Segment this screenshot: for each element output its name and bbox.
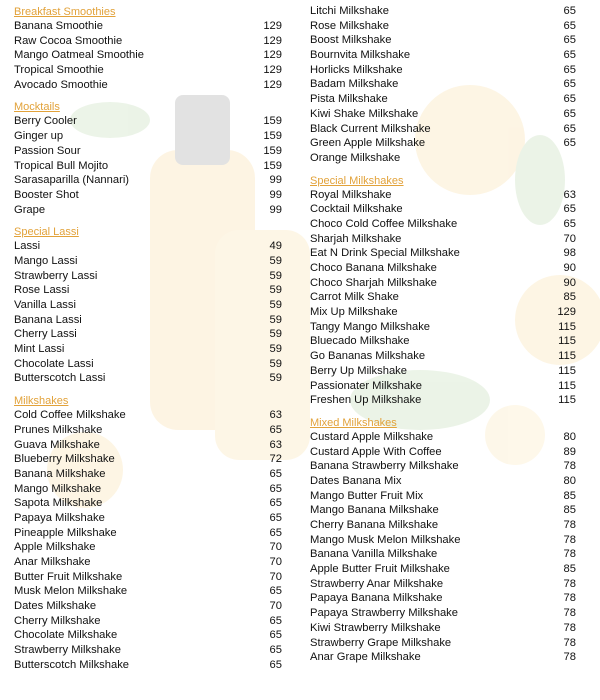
menu-item-price: 65 [269,644,282,657]
menu-item-name: Freshen Up Milkshake [310,394,422,407]
menu-item-name: Kiwi Shake Milkshake [310,107,419,120]
menu-item-name: Orange Milkshake [310,151,401,164]
menu-item-name: Cherry Banana Milkshake [310,519,439,531]
menu-item-name: Musk Melon Milkshake [14,585,128,598]
menu-item-name: Anar Grape Milkshake [310,651,421,664]
menu-item-price: 115 [558,320,576,333]
menu-item-price: 65 [563,203,576,216]
menu-item-price: 115 [558,379,576,392]
menu-item-name: Black Current Milkshake [310,122,431,135]
menu-item-name: Sharjah Milkshake [310,232,402,245]
menu-item-name: Chocolate Lassi [14,357,94,370]
menu-item [14,298,282,313]
menu-item-price: 59 [269,284,282,297]
menu-item-name: Butter Fruit Milkshake [14,570,123,583]
menu-item-name: Apple Milkshake [14,541,96,554]
menu-item [14,239,282,254]
menu-item-price: 80 [563,430,576,443]
menu-item-name: Mango Butter Fruit Mix [310,489,424,502]
menu-item-name: Kiwi Strawberry Milkshake [310,621,441,634]
menu-item [310,364,576,379]
menu-item-name: Tangy Mango Milkshake [310,320,431,333]
menu-item-name: Strawberry Grape Milkshake [310,636,452,649]
section-title: Special Lassi [14,226,79,239]
menu-item-name: Choco Sharjah Milkshake [310,276,437,289]
menu-item-name: Raw Cocoa Smoothie [14,34,123,47]
menu-item [14,555,282,570]
menu-item [14,599,282,614]
menu-item-price: 129 [263,49,282,62]
menu-item [14,173,282,188]
menu-item [310,290,576,305]
menu-item-name: Grape [14,203,46,216]
menu-item-name: Go Bananas Milkshake [310,350,426,363]
menu-item-price: 65 [563,19,576,32]
menu-item-list [14,239,282,386]
menu-item-price: 85 [563,563,576,576]
menu-item-list [310,4,576,166]
menu-item [14,496,282,511]
menu-item-price: 65 [563,122,576,135]
menu-item-price: 78 [563,519,576,531]
menu-item [14,313,282,328]
menu-item-name: Horlicks Milkshake [310,63,403,76]
menu-item [14,438,282,453]
menu-item-name: Sarasaparilla (Nannari) [14,174,130,187]
section-title: Mocktails [14,101,60,114]
menu-item-price: 98 [563,247,576,260]
menu-item-price: 65 [269,629,282,642]
menu-item-price: 65 [563,34,576,47]
menu-item-name: Butterscotch Lassi [14,372,106,385]
menu-item-name: Green Apple Milkshake [310,137,426,150]
menu-item [14,342,282,357]
menu-item-name: Booster Shot [14,188,79,201]
menu-item-price: 59 [269,343,282,356]
menu-item-price: 129 [263,34,282,47]
menu-item-name: Strawberry Anar Milkshake [310,577,444,590]
menu-section [310,417,576,665]
menu-section [14,101,282,217]
menu-item-price: 59 [269,254,282,267]
menu-item [310,122,576,137]
menu-item-name: Bluecado Milkshake [310,335,410,348]
menu-item-name: Cherry Milkshake [14,614,101,627]
menu-item-price: 65 [563,93,576,106]
menu-item [14,34,282,49]
menu-item-name: Apple Butter Fruit Milkshake [310,563,450,576]
menu-item [14,658,282,673]
menu-item-name: Lassi [14,240,41,253]
menu-item [310,246,576,261]
menu-item-price: 78 [563,651,576,664]
menu-item [14,511,282,526]
menu-item-name: Butterscotch Milkshake [14,658,130,671]
menu-item [310,63,576,78]
menu-item [310,320,576,335]
menu-item-name: Banana Smoothie [14,20,103,32]
menu-item-price: 159 [263,115,282,128]
menu-item-name: Pista Milkshake [310,93,388,106]
menu-item-price: 65 [269,511,282,524]
menu-item-price: 85 [563,291,576,304]
menu-item-price: 159 [263,144,282,157]
menu-item [310,33,576,48]
menu-item [310,547,576,562]
menu-item-price: 99 [269,174,282,187]
menu-item-name: Mint Lassi [14,343,65,356]
menu-item [310,217,576,232]
menu-item [310,334,576,349]
menu-item-price: 129 [557,306,576,319]
menu-item [14,643,282,658]
menu-item-name: Choco Cold Coffee Milkshake [310,217,458,230]
menu-item-price: 65 [269,585,282,598]
menu-item [310,48,576,63]
menu-item-list [14,114,282,217]
menu-item-price: 59 [269,299,282,311]
menu-item-price: 90 [563,276,576,289]
menu-item [14,423,282,438]
menu-item-price: 63 [269,409,282,422]
menu-item-price: 85 [563,489,576,502]
menu-item-price: 115 [558,394,576,407]
menu-item-price: 70 [269,600,282,613]
menu-section [310,4,576,166]
menu-item-price: 99 [269,188,282,201]
menu-item [310,518,576,533]
menu-item-price: 78 [563,577,576,590]
menu-item-price: 65 [269,526,282,539]
menu-item-name: Anar Milkshake [14,556,91,568]
menu-item-price: 65 [269,614,282,627]
menu-item [310,136,576,151]
menu-item [14,371,282,386]
menu-item [310,261,576,276]
menu-item [310,445,576,460]
menu-item-price: 78 [563,592,576,605]
menu-item-price: 59 [269,269,282,282]
menu-section [14,395,282,672]
menu-item-name: Pineapple Milkshake [14,526,117,539]
menu-item [310,562,576,577]
menu-item-price: 115 [558,364,576,377]
menu-item-price: 78 [563,460,576,473]
menu-item-name: Custard Apple With Coffee [310,445,442,458]
menu-item-price: 90 [563,262,576,274]
menu-item-price: 72 [269,453,282,466]
menu-item [310,489,576,504]
menu-item [14,570,282,585]
menu-item-price: 70 [563,232,576,245]
menu-item [310,533,576,548]
menu-item-name: Carrot Milk Shake [310,291,399,304]
menu-item-name: Papaya Banana Milkshake [310,592,443,605]
menu-item [310,151,576,166]
menu-item [14,482,282,497]
menu-item-price: 129 [263,64,282,77]
menu-item [14,327,282,342]
menu-item [14,357,282,372]
menu-item-price: 65 [269,658,282,671]
menu-item [310,650,576,665]
menu-item-price: 85 [563,504,576,517]
menu-item-name: Rose Lassi [14,284,70,297]
menu-item [14,48,282,63]
menu-item-price: 115 [558,350,576,363]
menu-item [14,63,282,78]
menu-item-price: 159 [263,159,282,172]
menu-item-name: Prunes Milkshake [14,423,103,436]
menu-item-price: 65 [269,467,282,480]
menu-item-price: 65 [269,423,282,436]
menu-item-price: 78 [563,533,576,546]
menu-item-name: Bournvita Milkshake [310,49,411,62]
menu-item [310,4,576,19]
menu-item-name: Banana Strawberry Milkshake [310,460,459,473]
menu-item [14,269,282,284]
menu-item [310,107,576,122]
menu-item [310,474,576,489]
menu-item-price: 70 [269,556,282,568]
menu-item-name: Tropical Bull Mojito [14,159,109,172]
menu-section [310,175,576,408]
menu-item-name: Passion Sour [14,144,81,157]
menu-item [310,77,576,92]
menu-item [310,591,576,606]
menu-item [310,393,576,408]
menu-item [310,459,576,474]
menu-item-price: 99 [269,203,282,216]
menu-item-name: Tropical Smoothie [14,64,104,77]
menu-item-price: 65 [563,78,576,91]
menu-item-price: 129 [263,78,282,91]
menu-item-price: 159 [263,130,282,143]
menu-item-price: 65 [269,497,282,510]
menu-item-name: Chocolate Milkshake [14,629,118,642]
menu-item [310,430,576,445]
menu-item [14,283,282,298]
section-title: Special Milkshakes [310,174,404,187]
menu-item-name: Berry Up Milkshake [310,364,407,377]
menu-item-price: 78 [563,548,576,561]
menu-item-name: Rose Milkshake [310,19,389,32]
menu-item-price: 65 [563,5,576,17]
menu-column-right [310,4,576,665]
menu-item [14,467,282,482]
menu-item [14,114,282,129]
section-title: Mixed Milkshakes [310,416,397,429]
menu-item-list [14,19,282,92]
menu-item [310,19,576,34]
menu-item-name: Mix Up Milkshake [310,306,398,319]
menu-item [14,78,282,93]
menu-item-name: Ginger up [14,130,64,143]
menu-item [14,188,282,203]
menu-item-name: Eat N Drink Special Milkshake [310,247,460,260]
menu-item-list [14,408,282,672]
menu-item-name: Cocktail Milkshake [310,203,403,216]
menu-item-name: Banana Milkshake [14,467,106,480]
menu-item-name: Vanilla Lassi [14,299,76,311]
menu-item-name: Cold Coffee Milkshake [14,409,126,422]
menu-item-price: 65 [563,137,576,150]
section-title: Milkshakes [14,395,69,408]
menu-item [310,621,576,636]
menu-item-name: Badam Milkshake [310,78,399,91]
menu-item [310,379,576,394]
menu-item-price: 65 [563,217,576,230]
menu-item-name: Cherry Lassi [14,328,77,341]
menu-item-name: Mango Oatmeal Smoothie [14,49,144,62]
menu-item-price: 59 [269,313,282,326]
menu-item-price: 59 [269,372,282,385]
menu-item-name: Berry Cooler [14,115,77,128]
menu-item-name: Banana Lassi [14,313,82,326]
menu-item-name: Custard Apple Milkshake [310,430,434,443]
menu-item-name: Dates Banana Mix [310,474,402,487]
menu-item-list [310,430,576,665]
menu-item-name: Papaya Milkshake [14,511,105,524]
menu-item-price: 49 [269,240,282,253]
menu-item [14,628,282,643]
menu-item-price: 78 [563,621,576,634]
menu-item-price: 65 [563,63,576,76]
menu-item [310,188,576,203]
menu-section [14,6,282,92]
menu-item-price: 59 [269,328,282,341]
menu-item-list [310,188,576,408]
menu-item [14,540,282,555]
section-title: Breakfast Smoothies [14,6,116,18]
menu-item-name: Sapota Milkshake [14,497,103,510]
menu-section [14,226,282,386]
menu-item-name: Mango Banana Milkshake [310,504,439,517]
menu-item-price: 89 [563,445,576,458]
menu-item-name: Mango Musk Melon Milkshake [310,533,461,546]
menu-item-name: Guava Milkshake [14,438,100,451]
menu-item [310,232,576,247]
menu-item-name: Royal Milkshake [310,188,392,201]
menu-item [310,92,576,107]
menu-item [310,503,576,518]
menu-item-name: Boost Milkshake [310,34,392,47]
menu-item [310,305,576,320]
menu-item [14,584,282,599]
menu-item-price: 115 [558,335,576,348]
menu-item-price: 80 [563,474,576,487]
menu-item [310,349,576,364]
menu-item-price: 59 [269,357,282,370]
menu-item-name: Strawberry Milkshake [14,644,121,657]
menu-item [14,19,282,34]
menu-item-price: 129 [263,20,282,32]
menu-item-name: Dates Milkshake [14,600,97,613]
menu-item-price: 70 [269,541,282,554]
menu-item-name: Litchi Milkshake [310,5,389,17]
menu-item [14,408,282,423]
menu-item-price: 78 [563,636,576,649]
menu-item-price: 63 [269,438,282,451]
menu-item [14,526,282,541]
menu-item [14,254,282,269]
menu-item-price: 65 [269,482,282,495]
menu-item-name: Avocado Smoothie [14,78,108,91]
menu-item-name: Banana Vanilla Milkshake [310,548,438,561]
menu-item-name: Mango Lassi [14,254,78,267]
menu-item [14,159,282,174]
menu-item [14,203,282,218]
menu-item-name: Blueberry Milkshake [14,453,115,466]
menu-item-name: Papaya Strawberry Milkshake [310,607,458,620]
menu-item [310,636,576,651]
menu-item [14,452,282,467]
menu-item-name: Strawberry Lassi [14,269,98,282]
menu-item [14,614,282,629]
menu-item [14,144,282,159]
menu-item [310,606,576,621]
menu-item-name: Passionater Milkshake [310,379,422,392]
menu-item-price: 65 [563,107,576,120]
menu-item [310,577,576,592]
menu-item-name: Mango Milkshake [14,482,102,495]
menu-column-left [14,4,282,673]
menu-item-price: 70 [269,570,282,583]
menu-item [310,202,576,217]
menu-item [310,276,576,291]
menu-item [14,129,282,144]
menu-item-price: 65 [563,49,576,62]
menu-item-name: Choco Banana Milkshake [310,262,437,274]
menu-item-price: 78 [563,607,576,620]
menu-item-price: 63 [563,188,576,201]
